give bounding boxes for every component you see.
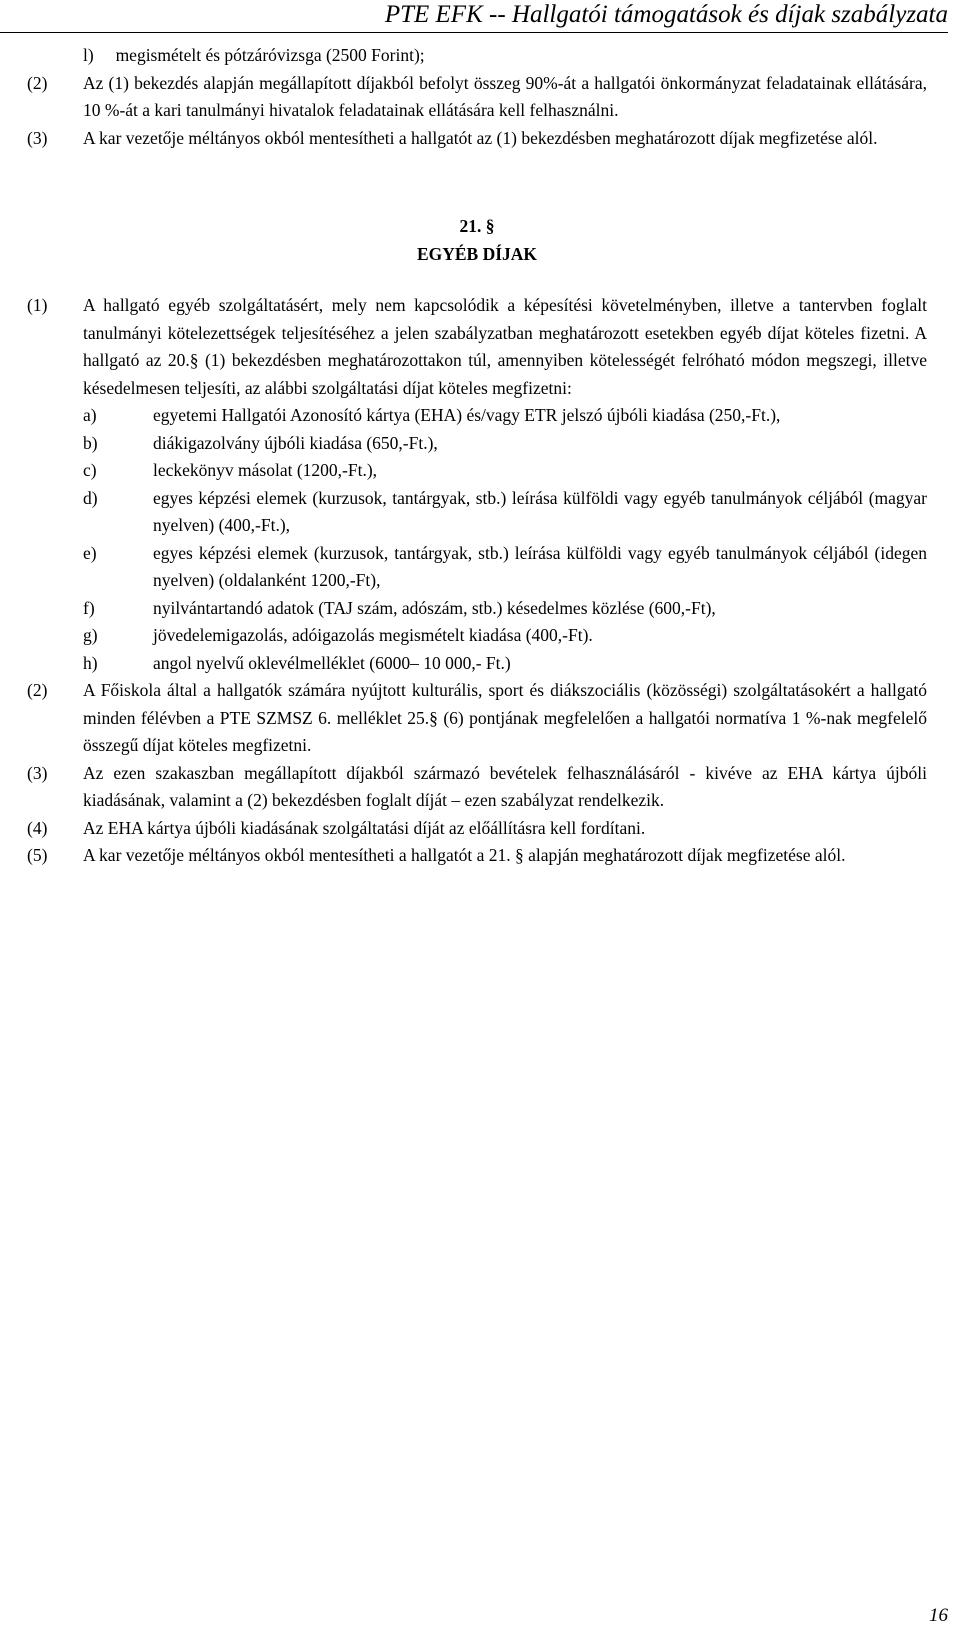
list-item-marker: b) <box>83 432 98 453</box>
list-item-e <box>27 540 927 595</box>
list-item-b <box>27 430 927 458</box>
paragraph-number: (4) <box>27 817 48 838</box>
list-item-f <box>27 595 927 623</box>
list-item-marker: g) <box>83 625 98 645</box>
paragraph-number: (5) <box>27 845 48 865</box>
list-item-text: egyes képzési elemek (kurzusok, tantárgyak, stb.) leírása külföldi vagy egyéb tanulmányok céljából (idegen nyelven) (oldalanként 1200,-Ft), <box>153 542 927 590</box>
list-item-text: egyetemi Hallgatói Azonosító kártya (EHA) és/vagy ETR jelszó újbóli kiadása (250,-Ft.), <box>153 405 781 425</box>
list-item-g <box>27 622 927 650</box>
paragraph-3 <box>27 760 927 815</box>
paragraph-text: A kar vezetője méltányos okból mentesítheti a hallgatót a 21. § alapján meghatározott díjak megfizetése alól. <box>83 845 846 865</box>
paragraph-text: A Főiskola által a hallgatók számára nyújtott kulturális, sport és diákszociális (közösségi) szolgáltatásokért a hallgató minden félévben a PTE SZMSZ 6. melléklet 25.§ (6) pontjának megfelelően a hallgatói normatíva 1 %-nak megfelelő összegű díjat köteles megfizetni. <box>83 680 927 755</box>
list-item-a <box>27 402 927 430</box>
paragraph-number: (3) <box>27 127 48 148</box>
paragraph-text: A hallgató egyéb szolgáltatásért, mely nem kapcsolódik a képesítési követelményben, illetve a tantervben foglalt tanulmányi kötelezettségek teljesítéséhez a jelen szabályzatban meghatározott esetekben egyéb díjat köteles fizetni. A hallgató az 20.§ (1) bekezdésben meghatározottakon túl, amennyiben kötelességét felróható módon megszegi, illetve késedelmesen teljesíti, az alábbi szolgáltatási díjat köteles megfizetni: <box>83 295 927 398</box>
section-title: EGYÉB DÍJAK <box>416 244 538 264</box>
section-number: 21. § <box>459 216 495 236</box>
paragraph-1 <box>27 292 927 402</box>
paragraph-number: (3) <box>27 762 48 783</box>
paragraph-text: Az (1) bekezdés alapján megállapított díjakból befolyt összeg 90%-át a hallgatói önkormányzat feladatainak ellátására, 10 %-át a kari tanulmányi hivatalok feladatainak ellátására kell felhasználni. <box>83 72 927 120</box>
section-heading <box>27 212 927 268</box>
list-item-marker: h) <box>83 652 98 673</box>
document-body <box>27 42 927 870</box>
paragraph-number: (2) <box>27 72 48 93</box>
paragraph-number: (1) <box>27 295 48 315</box>
list-item-marker: d) <box>83 487 98 508</box>
top-paragraph-2 <box>27 70 927 125</box>
list-item-d <box>27 485 927 540</box>
paragraph-2 <box>27 677 927 760</box>
paragraph-4 <box>27 815 927 843</box>
list-item-text: egyes képzési elemek (kurzusok, tantárgyak, stb.) leírása külföldi vagy egyéb tanulmányok céljából (magyar nyelven) (400,-Ft.), <box>153 487 927 535</box>
paragraph-text: Az ezen szakaszban megállapított díjakból származó bevételek felhasználásáról - kivéve az EHA kártya újbóli kiadásának, valamint a (2) bekezdésben foglalt díját – ezen szabályzat rendelkezik. <box>83 762 927 810</box>
top-paragraph-3 <box>27 125 927 153</box>
list-item-marker: c) <box>83 460 97 480</box>
paragraph-text: A kar vezetője méltányos okból mentesítheti a hallgatót az (1) bekezdésben meghatározott díjak megfizetése alól. <box>83 127 878 148</box>
paragraph-5 <box>27 842 927 870</box>
page-header <box>0 0 948 33</box>
paragraph-text: Az EHA kártya újbóli kiadásának szolgáltatási díját az előállításra kell fordítani. <box>83 817 646 838</box>
list-item-text: leckekönyv másolat (1200,-Ft.), <box>153 460 378 480</box>
item-l <box>27 42 927 70</box>
list-item-text: nyilvántartandó adatok (TAJ szám, adószám, stb.) késedelmes közlése (600,-Ft), <box>153 597 716 618</box>
list-item-text: angol nyelvű oklevélmelléklet (6000– 10 000,- Ft.) <box>153 652 511 673</box>
header-title: PTE EFK -- Hallgatói támogatások és díjak szabályzata <box>384 1 948 28</box>
list-item-marker: f) <box>83 597 95 618</box>
item-l-text: l) megismételt és pótzáróvizsga (2500 Forint); <box>83 45 425 65</box>
page-number: 16 <box>929 1605 948 1626</box>
paragraph-number: (2) <box>27 680 48 700</box>
list-item-marker: e) <box>83 542 97 563</box>
list-item-text: diákigazolvány újbóli kiadása (650,-Ft.), <box>153 432 438 453</box>
list-item-text: jövedelemigazolás, adóigazolás megismételt kiadása (400,-Ft). <box>153 625 593 645</box>
list-item-marker: a) <box>83 405 97 425</box>
list-item-h <box>27 650 927 678</box>
list-item-c <box>27 457 927 485</box>
